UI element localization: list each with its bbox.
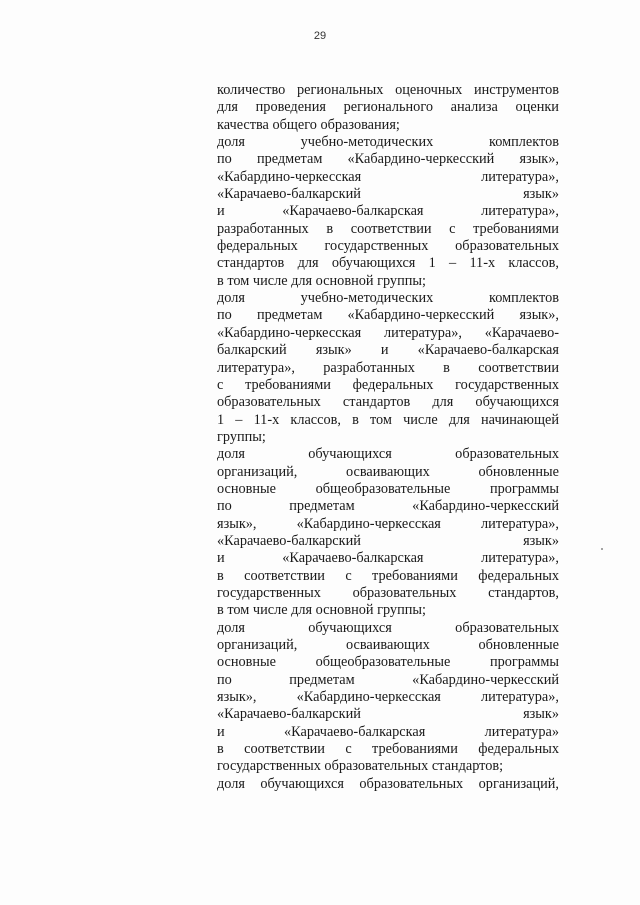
word: «Карачаево-балкарский xyxy=(217,186,361,203)
word: обучающихся xyxy=(308,619,392,636)
word: классов, xyxy=(290,411,341,428)
word: «Карачаево-балкарская xyxy=(282,203,424,220)
word: в том числе для основной группы; xyxy=(217,272,426,289)
word: федеральных xyxy=(478,741,559,758)
word: литература», xyxy=(481,515,559,532)
word: по xyxy=(217,307,232,324)
word: учебно-методических xyxy=(300,290,434,307)
word: для xyxy=(217,99,238,116)
word: – xyxy=(235,411,243,428)
word: «Кабардино-черкесский xyxy=(412,498,559,515)
word: основные xyxy=(217,480,277,497)
text-line xyxy=(217,117,559,134)
word: «Кабардино-черкесская xyxy=(217,168,362,185)
text-line xyxy=(217,290,559,307)
text-line xyxy=(217,377,559,394)
word: образовательных xyxy=(359,775,464,792)
word: доля xyxy=(217,446,245,463)
word: обновленные xyxy=(478,637,559,653)
word: регионального xyxy=(343,99,433,116)
word: литература», xyxy=(481,203,559,220)
word: литература», xyxy=(481,689,559,706)
word: проведения xyxy=(255,99,326,116)
word: соответствии xyxy=(350,220,432,237)
word: организаций, xyxy=(217,463,298,480)
word: федеральных xyxy=(217,238,298,255)
text-line xyxy=(217,99,559,116)
word: язык», xyxy=(217,689,257,706)
text-line xyxy=(217,481,559,498)
text-line xyxy=(217,741,559,758)
word: «Карачаево-балкарская xyxy=(417,342,559,359)
word: доля xyxy=(217,290,245,307)
text-line xyxy=(217,412,559,429)
word: государственных xyxy=(455,376,559,393)
word: федеральных xyxy=(478,567,559,584)
word: требованиями xyxy=(473,220,559,237)
word: в xyxy=(217,567,224,584)
word: образовательных xyxy=(217,394,321,411)
word: начинающей xyxy=(481,411,559,428)
text-line xyxy=(217,602,559,619)
word: «Карачаево-балкарская xyxy=(282,550,424,567)
text-line xyxy=(217,776,559,793)
text-line xyxy=(217,446,559,463)
word: стандартов xyxy=(342,394,411,411)
word: общеобразовательные xyxy=(315,654,451,671)
word: предметам xyxy=(289,671,355,688)
text-line xyxy=(217,654,559,671)
word: и xyxy=(217,723,225,740)
word: государственных xyxy=(217,584,321,601)
word: в xyxy=(352,411,359,428)
word: качества общего образования; xyxy=(217,116,400,133)
text-line xyxy=(217,568,559,585)
word: разработанных xyxy=(323,359,415,376)
word: соответствии xyxy=(244,741,325,758)
word: государственных образовательных стандартов; xyxy=(217,758,504,775)
text-line xyxy=(217,221,559,238)
word: «Кабардино-черкесский xyxy=(347,307,495,324)
word: для xyxy=(432,394,454,411)
word: анализа xyxy=(450,99,498,116)
word: в том числе для основной группы; xyxy=(217,602,426,619)
word: комплектов xyxy=(488,290,559,307)
word: требованиями xyxy=(372,567,458,584)
word: литература» xyxy=(484,723,559,740)
word: язык» xyxy=(315,342,352,359)
word: предметам xyxy=(289,498,355,515)
word: по xyxy=(217,498,232,515)
text-line xyxy=(217,533,559,550)
word: обновленные xyxy=(478,463,559,480)
word: стандартов xyxy=(217,255,285,272)
word: инструментов xyxy=(473,82,559,98)
word: обучающихся xyxy=(331,255,416,272)
word: том xyxy=(369,411,392,428)
word: в xyxy=(326,220,334,237)
word: «Карачаево-балкарская xyxy=(283,723,426,740)
text-line xyxy=(217,724,559,741)
word: литература», xyxy=(481,550,559,567)
word: балкарский xyxy=(217,342,287,359)
word: язык» xyxy=(523,532,559,549)
word: с xyxy=(345,741,352,758)
text-line xyxy=(217,342,559,359)
word: соответствии xyxy=(478,359,559,376)
word: осваивающих xyxy=(346,637,430,653)
text-line xyxy=(217,620,559,637)
word: комплектов xyxy=(488,134,559,151)
word: оценки xyxy=(515,99,559,116)
word: организаций, xyxy=(217,637,298,653)
word: образовательных xyxy=(455,619,559,636)
word: основные xyxy=(217,654,277,671)
body-text xyxy=(217,82,559,793)
word: «Кабардино-черкесская xyxy=(296,689,441,706)
word: язык», xyxy=(519,307,559,324)
text-line xyxy=(217,585,559,602)
word: по xyxy=(217,671,232,688)
word: осваивающих xyxy=(346,463,430,480)
text-line xyxy=(217,637,559,654)
word: с xyxy=(345,567,352,584)
word: обучающихся xyxy=(475,394,559,411)
text-line xyxy=(217,273,559,290)
word: образовательных xyxy=(352,584,457,601)
word: обучающихся xyxy=(260,775,344,792)
word: государственных xyxy=(324,238,429,255)
word: программы xyxy=(489,654,559,671)
word: язык», xyxy=(519,151,559,168)
text-line xyxy=(217,516,559,533)
word: «Карачаево- xyxy=(484,324,559,341)
word: «Кабардино-черкесский xyxy=(347,151,495,168)
word: учебно-методических xyxy=(300,134,434,151)
word: литература», xyxy=(217,359,295,376)
word: оценочных xyxy=(395,82,463,98)
text-line xyxy=(217,203,559,220)
word: федеральных xyxy=(352,376,434,393)
word: в xyxy=(217,741,224,758)
text-line xyxy=(217,672,559,689)
text-line xyxy=(217,498,559,515)
word: образовательных xyxy=(455,446,559,463)
text-line xyxy=(217,689,559,706)
word: группы; xyxy=(217,428,266,445)
text-line xyxy=(217,464,559,481)
word: стандартов, xyxy=(488,584,559,601)
word: «Кабардино-черкесская xyxy=(296,515,441,532)
word: и xyxy=(380,342,389,359)
text-line xyxy=(217,360,559,377)
word: соответствии xyxy=(244,567,325,584)
word: с xyxy=(217,376,224,393)
text-line xyxy=(217,758,559,775)
word: «Карачаево-балкарский xyxy=(217,532,361,549)
word: и xyxy=(217,550,225,567)
word: организаций, xyxy=(478,775,559,792)
word: требованиями xyxy=(372,741,458,758)
word: язык» xyxy=(523,186,559,203)
text-line xyxy=(217,325,559,342)
text-line xyxy=(217,550,559,567)
text-line xyxy=(217,394,559,411)
word: числе xyxy=(403,411,438,428)
word: образовательных xyxy=(455,238,559,255)
word: «Карачаево-балкарский xyxy=(217,706,361,723)
word: доля xyxy=(217,619,245,636)
text-line xyxy=(217,134,559,151)
text-line xyxy=(217,255,559,272)
word: региональных xyxy=(297,82,384,98)
word: по xyxy=(217,151,232,168)
word: язык» xyxy=(523,706,559,723)
word: количество xyxy=(217,82,286,98)
word: классов, xyxy=(508,255,559,272)
scan-speck xyxy=(601,548,603,550)
word: – xyxy=(449,255,457,272)
word: язык», xyxy=(217,515,257,532)
text-line xyxy=(217,307,559,324)
word: программы xyxy=(489,480,559,497)
text-line xyxy=(217,429,559,446)
text-line xyxy=(217,82,559,99)
word: литература», xyxy=(481,168,559,185)
word: и xyxy=(217,203,225,220)
word: для xyxy=(297,255,319,272)
text-line xyxy=(217,169,559,186)
text-line xyxy=(217,238,559,255)
text-line xyxy=(217,186,559,203)
word: литература», xyxy=(384,324,462,341)
word: доля xyxy=(217,134,245,151)
text-line xyxy=(217,706,559,723)
word: 1 xyxy=(217,411,225,428)
word: предметам xyxy=(256,151,323,168)
word: 11-х xyxy=(253,411,280,428)
word: общеобразовательные xyxy=(315,480,451,497)
word: 11-х xyxy=(469,255,496,272)
word: для xyxy=(448,411,470,428)
word: с xyxy=(449,220,456,237)
word: доля xyxy=(217,775,245,792)
page-number: 29 xyxy=(313,30,327,42)
word: предметам xyxy=(256,307,323,324)
word: разработанных xyxy=(217,220,309,237)
word: 1 xyxy=(428,255,436,272)
word: в xyxy=(443,359,450,376)
word: «Кабардино-черкесский xyxy=(412,671,559,688)
word: требованиями xyxy=(245,376,331,393)
text-line xyxy=(217,151,559,168)
word: «Кабардино-черкесская xyxy=(217,324,362,341)
word: обучающихся xyxy=(308,446,392,463)
